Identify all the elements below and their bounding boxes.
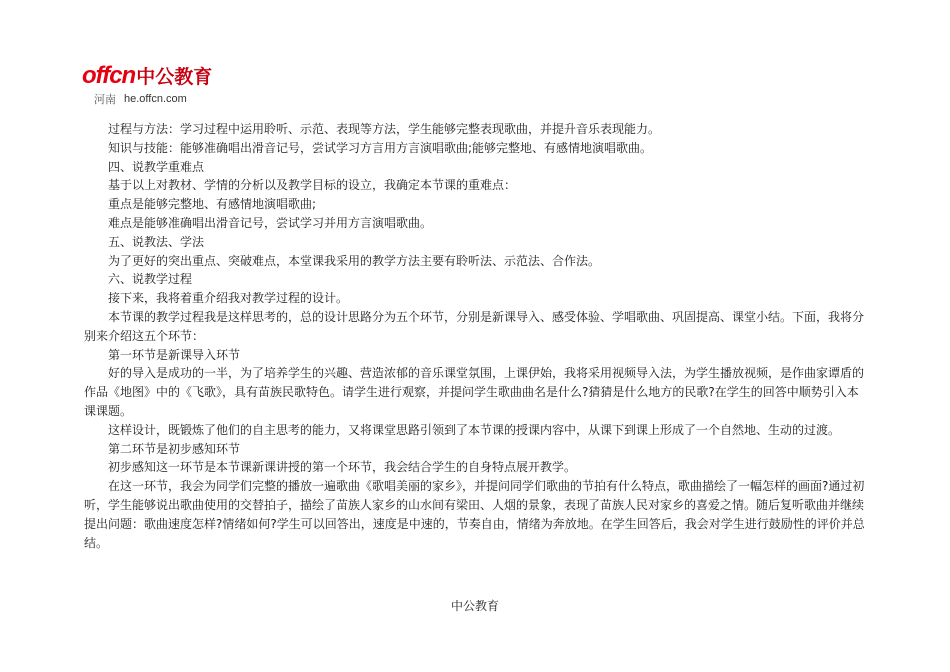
paragraph: 在这一环节，我会为同学们完整的播放一遍歌曲《歌唱美丽的家乡》，并提问同学们歌曲的节拍有什么特点，歌曲描绘了一幅怎样的画面?通过初听，学生能够说出歌曲使用的交替拍子，描绘了苗族人家乡的山水间有梁田、人烟的景象，表现了苗族人民对家乡的喜爱之情。随后复听歌曲并继续提出问题：歌曲速度怎样?情绪如何?学生可以回答出，速度是中速的，节奏自由，情绪为奔放地。在学生回答后，我会对学生进行鼓励性的评价并总结。 bbox=[84, 479, 865, 550]
logo-region: 河南 bbox=[94, 93, 116, 106]
paragraph: 初步感知这一环节是本节课新课讲授的第一个环节，我会结合学生的自身特点展开教学。 bbox=[108, 460, 577, 475]
document-body bbox=[84, 120, 866, 552]
paragraph: 本节课的教学过程我是这样思考的，总的设计思路分为五个环节，分别是新课导入、感受体验、学唱歌曲、巩固提高、课堂小结。下面，我将分别来介绍这五个环节： bbox=[84, 309, 865, 343]
paragraph: 基于以上对教材、学情的分析以及教学目标的设立，我确定本节课的重难点： bbox=[108, 178, 517, 193]
paragraph: 好的导入是成功的一半，为了培养学生的兴趣、营造浓郁的音乐课堂氛围，上课伊始，我将采用视频导入法，为学生播放视频，是作曲家谭盾的作品《地图》中的《飞歌》，具有苗族民歌特色。请学生进行观察，并提问学生歌曲曲名是什么?猜猜是什么地方的民歌?在学生的回答中顺势引入本课课题。 bbox=[84, 366, 865, 418]
logo-brand-name: 中公教育 bbox=[136, 66, 213, 88]
paragraph: 接下来，我将着重介绍我对教学过程的设计。 bbox=[108, 291, 349, 306]
section-heading: 六、说教学过程 bbox=[108, 272, 193, 287]
paragraph: 为了更好的突出重点、突破难点，本堂课我采用的教学方法主要有聆听法、示范法、合作法。 bbox=[108, 253, 601, 268]
subsection-heading: 第一环节是新课导入环节 bbox=[108, 347, 241, 362]
paragraph: 这样设计，既锻炼了他们的自主思考的能力，又将课堂思路引领到了本节课的授课内容中，从课下到课上形成了一个自然地、生动的过渡。 bbox=[108, 422, 841, 437]
paragraph: 过程与方法：学习过程中运用聆听、示范、表现等方法，学生能够完整表现歌曲，并提升音乐表现能力。 bbox=[108, 122, 661, 136]
subsection-heading: 第二环节是初步感知环节 bbox=[108, 441, 241, 456]
section-heading: 五、说教法、学法 bbox=[108, 234, 205, 249]
logo-sub-row bbox=[82, 91, 222, 107]
paragraph: 知识与技能：能够准确唱出滑音记号，尝试学习方言用方言演唱歌曲;能够完整地、有感情地演唱歌曲。 bbox=[108, 140, 653, 155]
logo-wordmark: offcn bbox=[82, 62, 136, 89]
paragraph: 重点是能够完整地、有感情地演唱歌曲; bbox=[108, 197, 317, 212]
paragraph: 难点是能够准确唱出滑音记号，尝试学习并用方言演唱歌曲。 bbox=[108, 215, 433, 230]
logo-main-row bbox=[82, 62, 222, 90]
section-heading: 四、说教学重难点 bbox=[108, 159, 205, 174]
logo-domain: he.offcn.com bbox=[124, 93, 187, 105]
page-footer: 中公教育 bbox=[450, 599, 499, 613]
offcn-logo bbox=[82, 62, 222, 108]
